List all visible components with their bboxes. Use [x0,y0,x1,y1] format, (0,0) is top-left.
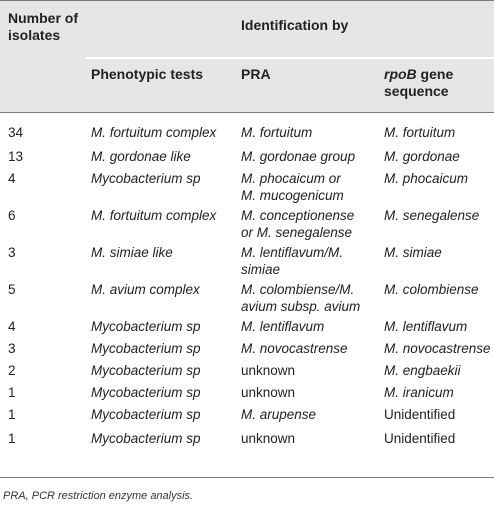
cell-number-of-isolates [8,207,80,224]
cell-rpob [384,244,492,261]
cell-number-of-isolates-line: 34 [8,125,24,140]
cell-pra-line: M. colombiense/M. [241,282,355,297]
cell-pra-line: M. phocaicum or [241,171,341,186]
cell-phenotypic [91,430,236,447]
cell-rpob-line: M. engbaekii [384,363,461,378]
cell-pra [241,430,381,447]
cell-rpob [384,124,492,141]
cell-pra-line: avium subsp. avium [241,299,361,314]
cell-phenotypic-line: Mycobacterium sp [91,363,201,378]
cell-phenotypic [91,384,236,401]
cell-number-of-isolates [8,124,80,141]
cell-rpob-line: M. colombiense [384,282,479,297]
cell-pra [241,148,381,165]
cell-number-of-isolates [8,170,80,187]
cell-phenotypic-line: Mycobacterium sp [91,385,201,400]
cell-rpob-line: M. lentiflavum [384,319,468,334]
cell-number-of-isolates-line: 1 [8,431,16,446]
cell-number-of-isolates [8,340,80,357]
cell-rpob [384,430,492,447]
cell-rpob-line: M. gordonae [384,149,460,164]
cell-pra [241,124,381,141]
cell-number-of-isolates [8,362,80,379]
cell-rpob [384,281,492,298]
cell-number-of-isolates-line: 1 [8,407,16,422]
cell-number-of-isolates [8,384,80,401]
cell-number-of-isolates [8,430,80,447]
cell-pra [241,340,381,357]
cell-pra-line: M. mucogenicum [241,188,344,203]
cell-rpob-line: Unidentified [384,407,456,422]
cell-pra-line: M. lentiflavum [241,319,325,334]
group-header-divider [86,57,494,59]
cell-rpob-line: Unidentified [384,431,456,446]
cell-phenotypic [91,318,236,335]
header-sequence: sequence [384,83,449,99]
cell-pra [241,406,381,423]
cell-phenotypic-line: Mycobacterium sp [91,341,201,356]
cell-rpob-line: M. fortuitum [384,125,456,140]
cell-pra [241,207,381,241]
cell-phenotypic [91,148,236,165]
cell-phenotypic-line: M. fortuitum complex [91,125,217,140]
cell-phenotypic-line: Mycobacterium sp [91,407,201,422]
cell-rpob [384,207,492,224]
cell-rpob [384,148,492,165]
cell-phenotypic-line: Mycobacterium sp [91,171,201,186]
header-gene-word: gene [416,66,454,82]
cell-number-of-isolates-line: 3 [8,341,16,356]
cell-rpob [384,170,492,187]
cell-rpob-line: M. senegalense [384,208,480,223]
cell-number-of-isolates [8,406,80,423]
cell-number-of-isolates [8,148,80,165]
cell-pra-line: unknown [241,363,296,378]
cell-rpob-line: M. phocaicum [384,171,469,186]
header-number-of-isolates-line2: isolates [8,27,61,43]
header-bottom-rule [0,112,494,113]
table-footnote: PRA, PCR restriction enzyme analysis. [3,490,194,502]
cell-pra-line: M. conceptionense [241,208,355,223]
cell-phenotypic [91,170,236,187]
cell-phenotypic-line: M. gordonae like [91,149,191,164]
cell-rpob [384,362,492,379]
cell-pra-line: or M. senegalense [241,225,353,240]
top-rule [0,0,494,1]
cell-phenotypic-line: M. avium complex [91,282,200,297]
cell-phenotypic-line: Mycobacterium sp [91,431,201,446]
header-number-of-isolates-line1: Number of [8,10,78,26]
cell-pra [241,318,381,335]
cell-phenotypic-line: Mycobacterium sp [91,319,201,334]
cell-number-of-isolates-line: 2 [8,363,16,378]
cell-phenotypic [91,406,236,423]
cell-pra-line: M. fortuitum [241,125,313,140]
cell-phenotypic-line: M. fortuitum complex [91,208,217,223]
cell-number-of-isolates-line: 4 [8,171,16,186]
cell-rpob-line: M. novocastrense [384,341,491,356]
cell-rpob-line: M. iranicum [384,385,454,400]
cell-number-of-isolates [8,244,80,261]
header-identification-by: Identification by [241,17,349,33]
cell-pra-line: unknown [241,431,296,446]
cell-number-of-isolates-line: 5 [8,282,16,297]
cell-phenotypic [91,340,236,357]
cell-pra-line: simiae [241,262,281,277]
cell-rpob-line: M. simiae [384,245,442,260]
cell-pra-line: M. arupense [241,407,317,422]
cell-number-of-isolates-line: 3 [8,245,16,260]
cell-phenotypic [91,281,236,298]
cell-phenotypic [91,207,236,224]
cell-phenotypic [91,244,236,261]
cell-phenotypic [91,124,236,141]
header-rpob-italic: rpoB [384,66,417,82]
cell-pra [241,362,381,379]
cell-number-of-isolates-line: 6 [8,208,16,223]
cell-phenotypic-line: M. simiae like [91,245,173,260]
cell-pra-line: unknown [241,385,296,400]
cell-pra-line: M. gordonae group [241,149,356,164]
cell-rpob [384,318,492,335]
cell-phenotypic [91,362,236,379]
header-phenotypic-tests: Phenotypic tests [91,66,204,82]
bottom-rule [0,477,494,478]
cell-pra-line: M. novocastrense [241,341,348,356]
cell-pra [241,384,381,401]
cell-number-of-isolates-line: 4 [8,319,16,334]
cell-number-of-isolates-line: 13 [8,149,24,164]
cell-number-of-isolates [8,281,80,298]
cell-number-of-isolates [8,318,80,335]
header-rpob-gene [384,65,453,83]
cell-rpob [384,384,492,401]
header-pra: PRA [241,66,271,82]
cell-rpob [384,340,492,357]
cell-rpob [384,406,492,423]
cell-pra [241,244,381,278]
cell-pra-line: M. lentiflavum/M. [241,245,344,260]
cell-pra [241,170,381,204]
cell-number-of-isolates-line: 1 [8,385,16,400]
cell-pra [241,281,381,315]
